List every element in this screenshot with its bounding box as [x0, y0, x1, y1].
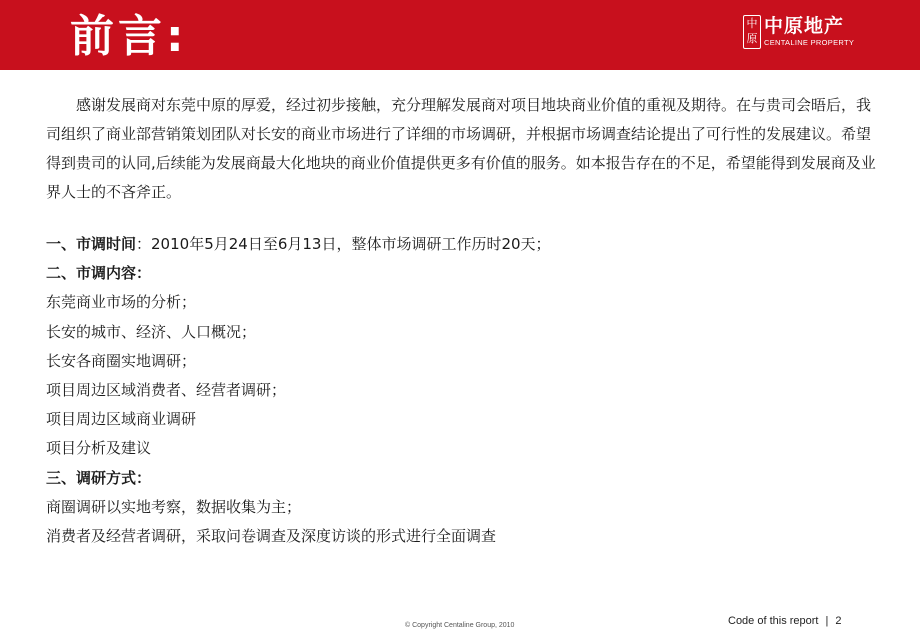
page-title: 前言:: [70, 11, 188, 62]
list-item: 项目周边区域消费者、经营者调研；: [46, 381, 287, 400]
survey-time-line: [46, 230, 876, 259]
list-item: 长安各商圈实地调研；: [46, 351, 197, 370]
intro-paragraph: [46, 91, 876, 207]
survey-content-heading: 二、市调内容：: [46, 264, 152, 283]
copyright-notice: © Copyright Centaline Group, 2010: [405, 622, 515, 629]
list-item: 商圈调研以实地考察，数据收集为主；: [46, 497, 302, 516]
survey-method-heading: 三、调研方式：: [46, 468, 152, 487]
logo-name-en: CENTALINE PROPERTY: [764, 38, 855, 47]
list-item: 项目周边区域商业调研: [46, 410, 197, 429]
list-item: 项目分析及建议: [46, 439, 152, 458]
survey-time-value: ：2010年5月24日至6月13日，整体市场调研工作历时20天；: [136, 235, 551, 253]
header-bar: [0, 0, 920, 70]
survey-time-label: 一、市调时间: [46, 235, 137, 253]
report-code-label: Code of this report: [728, 615, 819, 627]
list-item: 东莞商业市场的分析；: [46, 293, 197, 312]
footer-separator: |: [825, 615, 829, 627]
list-item: 消费者及经营者调研，采取问卷调查及深度访谈的形式进行全面调查: [46, 527, 497, 546]
logo-name-cn: 中原地产: [764, 15, 845, 37]
intro-text: 感谢发展商对东莞中原的厚爱，经过初步接触，充分理解发展商对项目地块商业价值的重视及期待。在与贵司会晤后，我司组织了商业部营销策划团队对长安的商业市场进行了详细的市场调研，并根据市场调查结论提出了可行性的发展建议。希望得到贵司的认同,后续能为发展商最大化地块的商业价值提供更多有价值的服务。如本报告存在的不足，希望能得到发展商及业界人士的不吝斧正。: [46, 96, 876, 201]
list-item: 长安的城市、经济、人口概况；: [46, 322, 257, 341]
report-footer: [728, 615, 841, 627]
survey-details: [46, 230, 876, 551]
seal-icon: 中原: [743, 15, 761, 49]
centaline-logo: [743, 13, 868, 53]
page-number: 2: [835, 615, 842, 627]
